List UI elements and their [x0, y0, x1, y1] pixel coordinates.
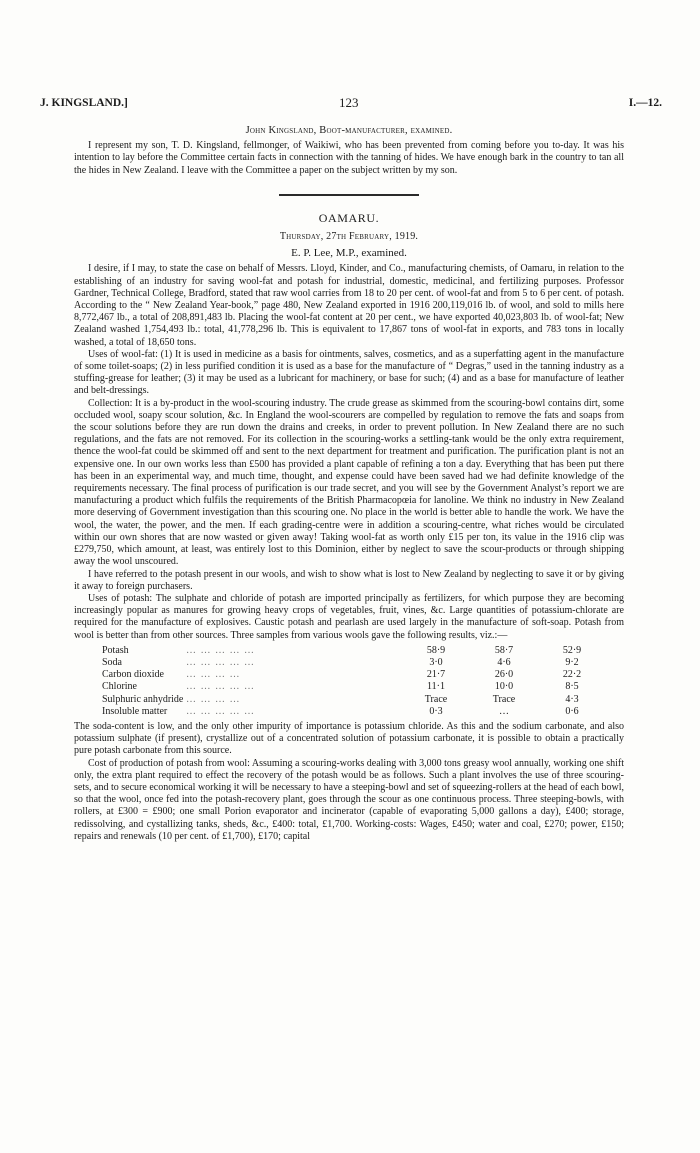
table-cell-sample-2: 10·0: [494, 681, 514, 693]
table-cell-sample-3: 0·6: [565, 705, 579, 717]
table-cell-sample-1: 0·3: [429, 705, 443, 717]
table-cell-name: Soda: [102, 656, 122, 668]
table-cell-sample-3: 9·2: [565, 656, 579, 668]
table-row: [102, 645, 606, 657]
table-cell-sample-1: 11·1: [427, 681, 445, 693]
leader-dots: … … … … …: [186, 681, 255, 693]
leader-dots: … … … … …: [186, 656, 255, 668]
table-cell-sample-2: 58·7: [494, 644, 514, 656]
section-divider: [279, 194, 419, 196]
witness-heading: E. P. Lee, M.P., examined.: [291, 247, 407, 260]
running-head-right: I.—12.: [628, 97, 662, 109]
potash-results-table: [102, 645, 606, 718]
table-cell-name: Carbon dioxide: [102, 669, 164, 681]
leader-dots: … … … …: [186, 693, 241, 705]
page-number: 123: [339, 95, 359, 110]
table-cell-sample-1: 21·7: [426, 669, 446, 681]
table-cell-sample-2: 4·6: [497, 656, 511, 668]
table-cell-sample-1: 58·9: [426, 644, 446, 656]
leader-dots: … … … … …: [186, 705, 255, 717]
kingsland-heading: John Kingsland, Boot-manufacturer, examined.: [245, 125, 453, 136]
paragraph-after-table: The soda-content is low, and the only other impurity of importance is potassium chloride. As this and the sodium carbonate, and also potassium sulphate (if present), crystallize out of a concentrated solution of potassium carbonate, it is possible to obtain a practically pure potash carbonate from this source.: [74, 720, 624, 757]
table-row: [102, 657, 606, 669]
table-cell-sample-2: …: [499, 705, 509, 717]
document-body: [74, 125, 624, 843]
table-cell-sample-3: 8·5: [565, 681, 579, 693]
table-cell-sample-2: 26·0: [494, 669, 514, 681]
table-cell-name: Sulphuric anhydride: [102, 693, 184, 705]
table-row: [102, 681, 606, 693]
paragraph-cost: Cost of production of potash from wool: Assuming a scouring-works dealing with 3,000 tons greasy wool annually, working one shift only, the extra plant required to effect the recovery of the potash would be as follows. Such a plant involves the use of three scouring-sets, and to secure economical working it will be necessary to have a steeping-bowl and set of squeezing-rollers at the head of each bowl, so that the wool, once fed into the potash-recovery plant, goes through the scour as one continuous process. Three steeping-bowls, with rollers, at £300 = £900; one small Porion evaporator and incinerator (capable of evaporating 5,000 gallons a day), £400; storage, redissolving, and cystallizing tanks, sheds, &c., £400: total, £1,700. Working-costs: Wages, £450; water and coal, £270; power, £150; repairs and renewals (10 per cent. of £1,700), £170; capital: [74, 757, 624, 842]
paragraph-intro: I desire, if I may, to state the case on behalf of Messrs. Lloyd, Kinder, and Co., manufacturing chemists, of Oamaru, in relation to the establishing of an industry for saving wool-fat and potash for industrial, domestic, medicinal, and fertilizing purposes. Professor Gardner, Technical College, Bradford, stated that raw wool carries from 18 to 20 per cent. of wool-fat and from 5 to 6 per cent. of potash. According to the “ New Zealand Year-book,” page 480, New Zealand exported in 1916 200,119,016 lb. of wool, and sold to mills here 8,772,467 lb., a total of 208,891,483 lb. Placing the wool-fat content at 20 per cent., we have exported 40,023,803 lb. of wool-fat; New Zealand washed 1,754,493 lb.: total, 41,778,296 lb. This is equivalent to 17,867 tons of wool-fat in exports, and 783 tons in locally washed, a total of 18,650 tons.: [74, 263, 624, 348]
kingsland-paragraph: I represent my son, T. D. Kingsland, fellmonger, of Waikiwi, who has been prevented from coming before you to-day. It was his intention to lay before the Committee certain facts in connection with the tanning of hides. We have enough bark in the country to tan all the hides in New Zealand. I leave with the Committee a paper on the subject written by my son.: [74, 140, 624, 176]
table-row: [102, 669, 606, 681]
table-cell-sample-1: 3·0: [429, 656, 443, 668]
table-cell-sample-1: Trace: [424, 693, 448, 705]
table-row: [102, 706, 606, 718]
table-cell-name: Insoluble matter: [102, 705, 168, 717]
paragraph-collection: Collection: It is a by-product in the wool-scouring industry. The crude grease as skimmed from the scouring-bowl contains dirt, some occluded wool, soapy scour solution, &c. In England the wool-scourers are compelled by regulation to remove the fats and soaps from the scour solutions before they are run down the drains and creeks, in order to prevent pollution. In New Zealand there are no such regulations, and the fats are not removed. For its collection in the scouring-works a settling-tank would be the only extra requirement, thence the wool-fat could be skimmed off and sent to the next department for treatment and purification. The purification plant is not an expensive one. In our own works less than £500 has provided a plant capable of refining a ton a day. Everything that has been put there has been in an experimental way, and much time, thought, and expense could have been saved had we had definite knowledge of the requirements necessary. The final process of purification is our trade secret, and you will see by the Government Analyst’s report we are manufacturing a product which fulfils the requirements of the British Pharmacopœia for lanoline. We think no industry in New Zealand more deserving of Government investigation than this scouring one. No place in the world is better able to handle the work. We have the wool, the water, the power, and the men. If each grading-centre were in addition a scouring-centre, what riches would be circulated within our own shores that are now wasted or given away! Taking wool-fat as worth only £15 per ton, its value in the 1916 clip was £279,750, which amount, at least, was entirely lost to this Dominion, either by neglect to save the scour-products or through shipping away the wool unscoured.: [74, 397, 624, 568]
table-cell-sample-3: 52·9: [562, 644, 582, 656]
paragraph-wool-fat-uses: Uses of wool-fat: (1) It is used in medicine as a basis for ointments, salves, cosmetics, and as a superfatting agent in the manufacture of some toilet-soaps; (2) in less purified condition it is used as a base for the manufacture of “ Degras,” used in the tanning industry as a stuffing-grease for leather; (3) it may be used as a lubricant for machinery, or base for such; (4) and as a base for manufacture of leather and belt-dressings.: [74, 348, 624, 397]
oamaru-date: Thursday, 27th February, 1919.: [279, 231, 419, 243]
running-head-left: J. KINGSLAND.]: [40, 97, 128, 109]
table-cell-name: Chlorine: [102, 681, 137, 693]
table-row: [102, 694, 606, 706]
oamaru-heading: OAMARU.: [318, 210, 380, 225]
leader-dots: … … … …: [186, 669, 241, 681]
table-cell-sample-3: 22·2: [562, 669, 582, 681]
table-cell-sample-2: Trace: [492, 693, 516, 705]
paragraph-potash-uses: Uses of potash: The sulphate and chloride of potash are imported principally as fertilizers, for which purpose they are becoming increasingly popular as manures for growing heavy crops of vegetables, fruit, vines, &c. Large quantities of potassium-chlorate are required for the manufacture of explosives. Caustic potash and pearlash are used largely in the manufacture of soft-soap. Potash from wool is better than from other sources. Three samples from various wools gave the following results, viz.:—: [74, 592, 624, 641]
leader-dots: … … … … …: [186, 644, 255, 656]
table-cell-name: Potash: [102, 644, 129, 656]
table-cell-sample-3: 4·3: [565, 693, 579, 705]
paragraph-potash-loss: I have referred to the potash present in our wools, and wish to show what is lost to New Zealand by neglecting to save it or by giving it away to foreign purchasers.: [74, 568, 624, 592]
